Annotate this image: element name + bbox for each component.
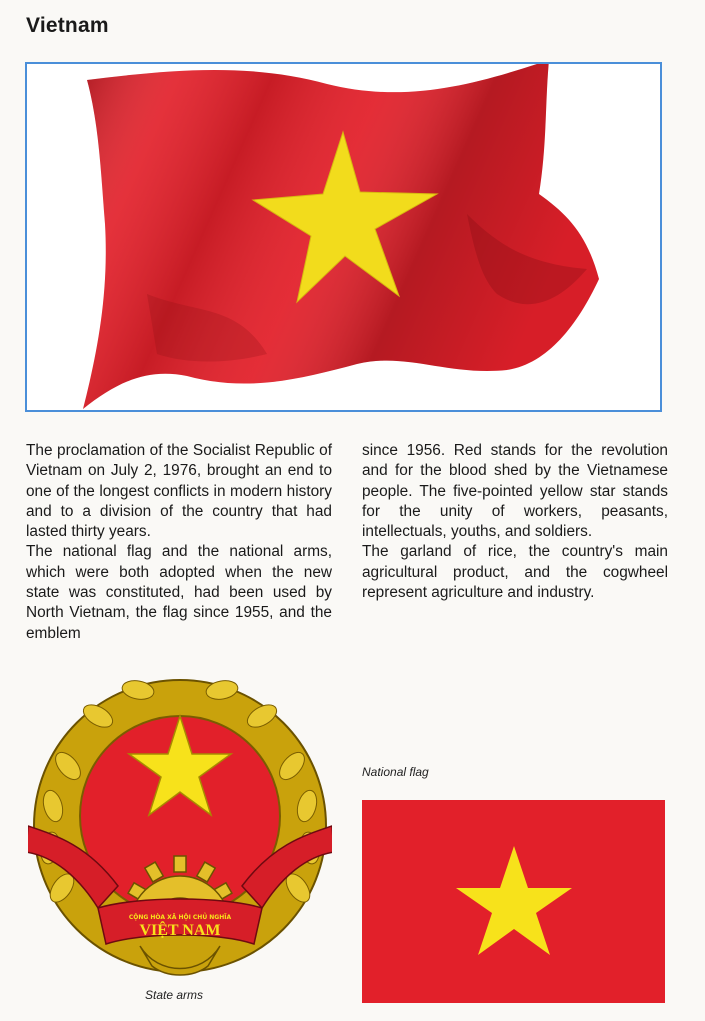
state-arms-caption: State arms	[145, 988, 204, 1002]
paragraph: since 1956. Red stands for the revolution and for the blood shed by the Vietnamese people. The five-pointed yellow star stands for the unity of workers, peasants, intellectuals, youths, and soldiers.	[362, 442, 668, 541]
national-flag-caption: National flag	[362, 765, 429, 779]
waving-flag-illustration	[27, 64, 660, 410]
paragraph: The national flag and the national arms, which were both adopted when the new state was constituted, had been used by North Vietnam, the flag since 1955, and the emblem	[26, 543, 332, 642]
ribbon-main-text: VIỆT NAM	[139, 922, 221, 939]
text-column-right	[362, 441, 668, 603]
paragraph: The proclamation of the Socialist Republic of Vietnam on July 2, 1976, brought an end to one of the longest conflicts in modern history and to a division of the country that had lasted thirty years.	[26, 442, 332, 541]
text-column-left	[26, 441, 332, 644]
paragraph: The garland of rice, the country's main agricultural product, and the cogwheel represent agriculture and industry.	[362, 543, 668, 602]
state-arms-emblem	[28, 676, 332, 982]
national-flag	[362, 800, 665, 1003]
ribbon-top-text: CỘNG HÒA XÃ HỘI CHỦ NGHĨA	[128, 914, 232, 921]
waving-flag-frame	[25, 62, 662, 412]
page-title: Vietnam	[26, 14, 109, 37]
